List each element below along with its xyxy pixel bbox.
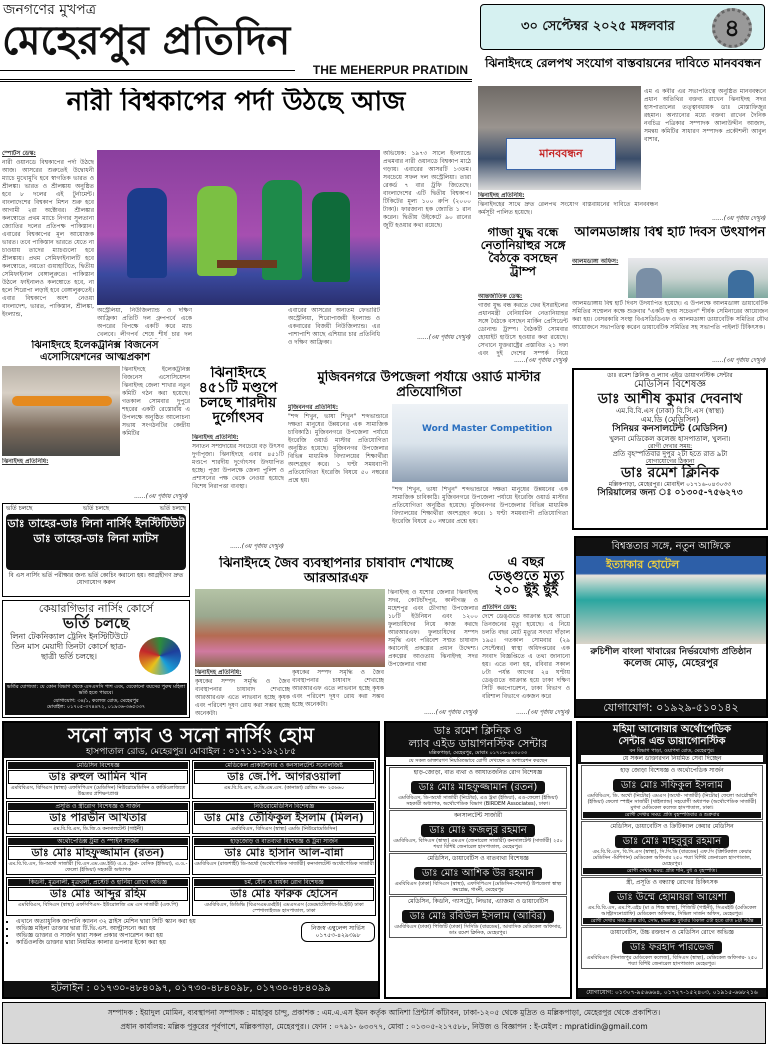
newspaper-title: মেহেরপুর প্রতিদিন — [2, 18, 291, 64]
article-text: ঝিনাইদহ ও যশোর জেলার ঝিনাইদহ সদর, কোটচাঁদপুর, কালীগঞ্জ ও মহেশপুর এবং চৌগাছা উপজেলার ১৮টি ইউনিয়ন এবং ১২০০ ফুলচাষিদের নিয়ে কাজ করছে আরআরএফ। ফুলচাষিদের সম্পদ সমৃদ্ধি এবং পরিবেশ সম্মত চাষাবাদ করানোই প্রকল্পের প্রধান উদ্দেশ্য। প্রকল্পের আওতায় ঝিনাইদহ সদর উপজেলার গান্না — [388, 589, 478, 668]
organic-farming-photo — [195, 589, 385, 667]
doctor-specialty: ডায়াবেটিস, উচ্চ রক্তচাপ ও মেডিসিন রোগে অভিজ্ঞ — [610, 929, 734, 936]
doctor-name: ডাঃ মোঃ আশিক উর রহমান — [414, 867, 542, 880]
ad-address: হাসপাতাল রোড, মেহেরপুর। মোবাইল : ০১৭১১-১৯২১৮৫ — [85, 747, 297, 757]
organic-farming-headline: ঝিনাইদহে জৈব ব্যবস্থাপনার চাষাবাদ শেখাচ্ছে আরআরএফ — [219, 556, 453, 586]
course-body: লিনা টেকনিক্যাল ট্রেনিং ইনস্টিটিউটে তিন মাস মেয়াদী তিনটা কোর্সে ছাত্র-ছাত্রী ভর্তি চলছে। — [10, 632, 128, 661]
gaza-article — [478, 293, 568, 357]
clinic-address: মল্লিকপাড়া, মেহেরপুর। মোবাইল ০১৭১৬-০৪৩০৩৩ — [608, 481, 732, 488]
ramesh-lab-aid-ad — [384, 721, 572, 999]
article-text: অস্ট্রেলিয়া, নিউজিল্যান্ড ও দক্ষিণ আফ্রিকা প্রতিটি দল গ্রুপপর্বে একে অপরের বিপক্ষে একটি করে ম্যাচ খেলবে। লীগপর্ব শেষে শীর্ষ চার দল — [97, 307, 192, 338]
doctor-degrees: এমবিবিএস, বিসিএস (স্বাস্থ্য) এফসিপিএস- ইউরোলজি এম এস সার্জারী (এফ.পি) — [17, 902, 179, 908]
article-text: এবারের আসরের অন্যতম ফেভারিট অস্ট্রেলিয়া, শিরোপাজয়ী ইংল্যান্ড ও একবারের বিজয়ী নিউজিল্যান্ড। এর পাশাপাশি আছে এশিয়ার চার প্রতিনিধি ও দক্ষিণ আফ্রিকা। — [288, 307, 380, 346]
doctor-card — [389, 896, 567, 938]
doctor-name: ডাঃ মোঃ হাসান আল-বান্না — [194, 846, 374, 860]
article-text: ঝিনাইদহের সাথে দ্রুত রেলপথ সংযোগ বাস্তবায়নের দাবিতে মানববন্ধন কর্মসূচী পালিত হয়েছে। — [478, 201, 658, 216]
ad-header — [4, 723, 378, 758]
byline: আলমডাঙ্গা অফিস: — [572, 258, 619, 265]
continued-note: ......(৩য় পৃষ্ঠায় দেখুন) — [712, 357, 766, 364]
institute-name: ডাঃ তাহের-ডাঃ লিনা নার্সিং ইনস্টিটিউট — [7, 517, 185, 530]
tagline: জনগণের মুখপত্র — [3, 2, 97, 18]
doctor-specialty: প্রসূতি ও স্ত্রীরোগ বিশেষজ্ঞ ও সার্জন — [8, 803, 188, 810]
service-item: ▪ অভিজ্ঞ ডাক্তার ও সার্জন দ্বারা সকল প্রকার অপারেশন করা হয় — [16, 932, 298, 939]
doctor-grid — [4, 758, 378, 918]
doctor-card — [192, 760, 376, 799]
heart-day-photo — [628, 258, 768, 298]
doctor-name: ডাঃ উম্মে হোমায়রা আয়েশা — [609, 891, 735, 904]
mujibnagar-photo — [392, 404, 568, 482]
admission-label: ভর্তি চলছে — [62, 614, 130, 632]
continued-note: ......(৩য় পৃষ্ঠায় দেখুন) — [514, 357, 568, 364]
hotel-slogan: বিশ্বস্ততার সঙ্গে, নতুন আঙ্গিকে — [576, 538, 766, 556]
banner-text: মানববন্ধন — [539, 147, 583, 160]
organic-column-2 — [292, 669, 384, 717]
continued-note: ......(৩য় পৃষ্ঠায় দেখুন) — [712, 215, 766, 222]
doctor-card — [389, 810, 567, 852]
doctor-name: ডাঃ আশীষ কুমার দেবনাথ — [597, 391, 743, 407]
doctor-degrees: এম.বি.বি.এস, ডি.জি.ও কনসালটেন্ট (গাইনী) — [52, 826, 144, 832]
label: ভর্তি চলছে — [82, 505, 110, 512]
doctor-specialty: মেডিকেল প্রাকটিশনার ও কনসালটেন্ট সনোলজিষ্ট — [194, 762, 374, 769]
byline: মুজিবনগর প্রতিনিধি: — [288, 404, 339, 411]
doctor-specialty: নিউরোমেডিসিন বিশেষজ্ঞ — [194, 803, 374, 810]
doctor-degrees: এমবিবিএস, ডি-অর্থো সার্জারী (নিটোর), এও ট্রমা (ইন্ডিয়া), এও-ফেলো (ইন্ডিয়া) সহকারী অধ্যাপক, অর্থোপেডিক বিভাগ (BIRDEM Associates), ঢাকা। — [398, 795, 558, 807]
label: ভর্তি চলছে — [159, 505, 186, 512]
electronics-byline-block — [2, 458, 118, 468]
doctor-name: ডাঃ মোঃ রবিউল ইসলাম (আবির) — [402, 910, 554, 923]
doctor-name: ডাঃ রুহুল আমিন খান — [8, 770, 188, 784]
time-label: রোগী দেখার সময়: — [647, 443, 693, 450]
english-title: THE MEHERPUR PRATIDIN — [312, 63, 468, 77]
regular-doctors-label: যে সকল ডাক্তারগন নিয়মিত সেবা দিচ্ছেন — [581, 755, 763, 762]
hotel-tagline: রুচিশীল বাংলা খাবারের নির্ভরযোগ্য প্রতিষ্ঠান — [590, 647, 752, 657]
imprint-footer — [2, 1002, 766, 1044]
address: যোগাযোগ: ৩৪/১, কলেজ রোড, মেহেরপুর — [53, 698, 139, 704]
doctor-card — [6, 801, 190, 834]
gaza-headline: গাজা যুদ্ধ বন্ধে নেতানিয়াহুর সঙ্গে বৈঠকে বসছেন ট্রাম্প — [480, 226, 566, 278]
article-text: ঝিনাইদহে ইলেকট্রনিক্স বিজনেস এসোসিয়েশন ঝিনাইদহ জেলা শাখার নতুন কমিটি গঠন করা হয়েছে। গতকাল সোমবার দুপুরে শহরের একটি রেস্তোরাঁয় এ উপলক্ষে অনুষ্ঠিত আলোচনা সভায় সংগঠনটির কেন্দ্রীয় কমিটির — [122, 366, 190, 437]
doctor-card — [6, 836, 190, 875]
doctor-degrees: এমবিবিএস, বিসিএস (স্বাস্থ্য) এফসিপিএস (মেডিসিন) নিউরোমেডিসিন ও কার্ডিওলজিতে উচ্চতর প্রশিক্ষণপ্রাপ্ত — [10, 785, 186, 797]
admission-strip — [3, 504, 189, 514]
mobile: মোবাইল: ০১৭০৫-৩৭৪৪৭২, ০১৯৩৬-৩৬৫৩৩৭ — [46, 704, 146, 710]
doctor-card — [6, 877, 190, 916]
byline: আন্তর্জাতিক ডেস্ক: — [478, 293, 523, 300]
article-text: কৃষকের সম্পদ সমৃদ্ধি ও জৈব ব্যবস্থাপনার চাষাবাদ শেখাচ্ছে আরআরএফ এতে লাভবান হচ্ছে কৃষক এবং পরিবেশ দূষণ রোধ করা সম্ভব হচ্ছে অনেকটা। — [292, 669, 384, 708]
doctor-name: ডাঃ মোঃ মাহফুজ্জামান (রতন) — [8, 846, 188, 860]
nursing-institute-ad — [2, 503, 190, 597]
doctor-name: ডাঃ মোঃ তৌফিকুল ইসলাম (মিলন) — [194, 811, 374, 825]
rail-photo — [478, 86, 641, 190]
doctor-card — [581, 765, 763, 820]
ad-note: বি এস নার্সিং ভর্তি পরীক্ষার জন্য ভর্তি কোচিং করানো হয়। আগ্রহীগণ দ্রুত যোগাযোগ করুন — [8, 572, 184, 586]
label: ভর্তি চলছে — [6, 505, 33, 512]
doctor-card — [581, 877, 763, 926]
institute-name: ডাঃ তাহের-ডাঃ লিনা ম্যাটস — [33, 532, 159, 545]
rule — [0, 79, 472, 84]
doctor-card — [6, 760, 190, 799]
doctor-specialty: চর্ম, যৌন ও বার্ধক্য রোগ বিশেষজ্ঞ — [194, 879, 374, 886]
continued-note: ......(৩য় পৃষ্ঠায় দেখুন) — [230, 543, 284, 550]
byline: স্পোর্টস ডেস্ক: — [2, 150, 36, 157]
organic-column-1 — [195, 669, 290, 719]
doctor-name: ডাঃ মোঃ ফারুক হোসেন — [194, 887, 374, 901]
ambulance-box — [301, 922, 375, 942]
doctor-specialty: অর্থোপেডিক্স ট্রমা ও স্পাইন সার্জন — [8, 838, 188, 845]
address-label: যোগাযোগের ঠিকানা — [645, 458, 695, 465]
doctor-card — [389, 767, 567, 809]
doctor-card — [192, 877, 376, 916]
lead-column-3 — [288, 307, 380, 365]
doctor-name: ডাঃ পারভীন আখতার — [8, 811, 188, 825]
service-item: ▪ কার্ডিওলজি ডাক্তার দ্বারা নিয়মিত কালার ডপলার ইকো করা হয় — [16, 939, 298, 946]
article-text: কৃষকের সম্পদ সমৃদ্ধি ও জৈব ব্যবস্থাপনার চাষাবাদ শেখাচ্ছে আরআরএফ এতে লাভবান হচ্ছে কৃষক এবং পরিবেশ দূষণ রোধ করা সম্ভব হচ্ছে অনেকটা। — [195, 678, 290, 717]
doctor-specialty: কিডনী, মূত্রনালী, মূত্রথলী, প্রস্টেট ও হার্নিয়া রোগে অভিজ্ঞ — [8, 879, 188, 886]
time: প্রতি বৃহস্পতিবার দুপুর ২টা হতে রাত ৯টা — [612, 450, 728, 458]
ad-contact: যোগাযোগ: ০১৩০৭-৯৫৬৬৬৪, ০১৭২৭-১৫২৪০৩, ০১৯১৫-৬৬৮২১৬ — [578, 988, 766, 997]
doctor-specialty: কনসালটেন্ট সার্জারী — [453, 812, 503, 819]
doctor-name: ডাঃ মোঃ সফিকুল ইসলাম — [613, 779, 731, 792]
rail-column-2 — [478, 192, 658, 224]
serial-phone: সিরিয়ালের জন্য ঃ ০১৩০৫-৭৫৬২৭৩ — [597, 488, 743, 498]
article-text: আলমডাঙ্গায় বিশ্ব হার্ট দিবস উদযাপিত হয়েছে। এ উপলক্ষে আলমডাঙ্গা ডায়াবেটিক সমিতির সম্মেলন কক্ষে শুক্রবার "একটি হৃদয় সচেতন" শীর্ষক সেমিনারের আয়োজন করা হয়। বেসরকারি সংস্থা বিএসডিডিএফ ও আলমডাঙ্গা ডায়াবেটিক সমিতির যৌথ আয়োজনে সভাপতিত্ব করেন ডায়াবেটিক সমিতির সহ সভাপতি পাইলট টিকিৎসক। — [572, 300, 768, 331]
ambulance-phone: ০১৭৫৩-৪২৯৩৯৮ — [315, 932, 361, 939]
mujibnagar-article-2 — [392, 486, 568, 534]
page-number-badge: ৪ — [712, 8, 752, 48]
doctor-degrees: এমবিবিএস, বিসিএস (স্বাস্থ্য) এমএস (জেনারেল সার্জারী) কনসালটেন্ট (সার্জারী) ২৫০ শয্যা বিশিষ্ট জেনারেল হাসপাতাল, মেহেরপুর। — [393, 838, 563, 850]
rail-column-1 — [644, 88, 766, 214]
article-text: "শব্দ শিখুন, ভাষা শিখুন" শব্দভান্ডারে দক্ষতা মানুষের উন্নয়নের এক সামাজিক চাবিকাঠি। মুজিবনগরে উপজেলা পর্যায়ে ইংরেজি ওয়ার্ড মাস্টার প্রতিযোগিতা অনুষ্ঠিত হয়েছে। মুজিবনগর উপজেলার বিভিন্ন মাধ্যমিক বিদ্যালয়ের শিক্ষার্থীরা অংশগ্রহণ করে। ১ ঘণ্টা সময়ব্যাপী প্রতিযোগিতা ইংরেজি বিষয়ে ৫০ নম্বরের প্রশ্নে হয়। — [288, 413, 388, 484]
rail-headline: ঝিনাইদহে রেলপথ সংযোগ বাস্তবায়নের দাবিতে মানববন্ধন — [485, 56, 761, 70]
ad-title: ল্যাব এইড ডায়াগনস্টিক সেন্টার — [408, 737, 548, 750]
ad-header — [386, 723, 570, 757]
article-text: নারী ওয়ানডে বিশ্বকাপের পর্দা উঠছে আজ। আসরের শুরুতেই উদ্বোধনী ম্যাচে মুখোমুখি হবে স্বাগতিক ভারত ও শ্রীলঙ্কা। ভারত ও শ্রীলঙ্কায় অনুষ্ঠিত হবে ৮ দলের এই টুর্নামেন্ট। বাংলাদেশের বিশ্বকাপ মিশন শুরু হবে আগামী ২রা অক্টোবর। শ্রীলঙ্কার কলম্বোতে প্রথম ম্যাচে নিগার সুলতানা জ্যোতির দলের প্রতিপক্ষ পাকিস্তান। এবারের বিশ্বকাপের মূল আয়োজক ভারত। তবে পাকিস্তান ভারতে যেতে না চাওয়ায় তাদের ম্যাচগুলো হবে শ্রীলঙ্কায়। প্রথম সেমিফাইনালটি হবে কলম্বোতে, নয়তো গুয়াহাটিতে, দ্বিতীয় সেমিফাইনাল বেঙ্গালুরুতে। পাকিস্তান উঠলে ফাইনালও কলম্বোতে হবে, না হলে শিরোপা লড়াই হবে বেঙ্গালুরুতেই। এবার বিশ্বকাপে অংশ নেওয়া বাংলাদেশ, ভারত, পাকিস্তান, শ্রীলঙ্কা, ইংল্যান্ড, — [2, 159, 94, 318]
issue-date: ৩০ সেপ্টেম্বর ২০২৫ মঙ্গলবার — [521, 19, 675, 34]
doctor-degree: এম.বি.বি.এস (ঢাকা) বি.সি.এস (স্বাস্থ্য) — [615, 407, 725, 415]
doctor-specialty: হাড় জোড়া বিশেষজ্ঞ ও অর্থোপেডিক সার্জন — [620, 767, 724, 774]
article-text: "শব্দ শিখুন, ভাষা শিখুন" শব্দভান্ডারে দক্ষতা মানুষের উন্নয়নের এক সামাজিক চাবিকাঠি। মুজিবনগরে উপজেলা পর্যায়ে ইংরেজি ওয়ার্ড মাস্টার প্রতিযোগিতা অনুষ্ঠিত হয়েছে। মুজিবনগর উপজেলার বিভিন্ন মাধ্যমিক বিদ্যালয়ের শিক্ষার্থীরা অংশগ্রহণ করে। ১ ঘণ্টা সময়ব্যাপী প্রতিযোগিতা ইংরেজি বিষয়ে ৫০ নম্বরের প্রশ্নে হয়। — [392, 486, 568, 525]
masthead — [0, 0, 472, 88]
ramesh-clinic-ad — [572, 368, 768, 530]
article-text: অভিষেক: ১৯৭৩ সালে ইংল্যান্ডে প্রথমবার নারী ওয়ানডে বিশ্বকাপ মাঠে গড়ায়। এবারের আসরটি ১৩তম। সবচেয়ে সফল দল অস্ট্রেলিয়া। তারা রেকর্ড ৭ বার ট্রফি জিতেছে। বাংলাদেশের এটি দ্বিতীয় বিশ্বকাপ। টিকিটের মূল্য ১০০ রুপি (২০০০ টাকা)। ফারজানা হক জ্যোতি ১ রান করেন। দ্বিতীয় উইকেটে ৯০ রানের জুটি হওয়ার কথা রয়েছে। — [383, 150, 471, 229]
electronics-article — [122, 366, 190, 492]
photo-banner: Word Master Competition — [422, 424, 553, 434]
byline: ঝিনাইদহ প্রতিনিধি: — [195, 669, 242, 676]
lead-headline: নারী বিশ্বকাপের পর্দা উঠছে আজ — [66, 88, 406, 117]
durga-headline: ঝিনাইদহে ৪৫১টি মণ্ডপে চলছে শারদীয় দুর্গোৎসব — [198, 366, 278, 426]
hotel-contact: যোগাযোগ: ০১৯২৯-৫১০১৪২ — [576, 699, 766, 716]
services-list — [7, 918, 298, 946]
byline: ঝিনাইদহ প্রতিনিধি: — [192, 434, 239, 441]
doctor-name: ডাঃ মোঃ মাহফুজ্জামান (রতন) — [411, 781, 546, 794]
hospital: খুলনা মেডিকেল কলেজ হাসপাতাল, খুলনা। — [609, 435, 731, 443]
visiting-time: রোগী দেখার সময়: প্রতি বৃহস্পতিবার ও শুক্রবার — [583, 812, 761, 818]
doctor-degrees: এম.বি.বি.এস, ডি-অর্থো সার্জারী (বি.এস.এম.এম.ইউ) এ.ও. ট্রমা- বেসিক (ইন্ডিয়া), এ.ও.- ফেলো (ইন্ডিয়া) সহকারী অধ্যাপক — [8, 861, 188, 873]
doctor-specialty: হাড়জোড় ও বাতব্যথা বিশেষজ্ঞ ও ট্রমা সার্জন — [194, 838, 374, 845]
institute-logo — [139, 637, 181, 675]
mujibnagar-headline: মুজিবনগরে উপজেলা পর্যায়ে ওয়ার্ড মাস্টার প্রতিযোগিতা — [317, 370, 541, 400]
lead-column-4 — [383, 150, 471, 332]
continued-note: ......(৩য় পৃষ্ঠায় দেখুন) — [516, 709, 570, 716]
heart-day-headline: আলমডাঙ্গায় বিশ্ব হার্ট দিবস উৎযাপন — [574, 226, 766, 240]
doctor-card — [192, 801, 376, 834]
doctor-degrees: এমবিবিএস, বিসিএস (স্বাস্থ্য) এমডি (নিউরোমেডিসিন) — [230, 826, 338, 832]
continued-note: ......(৩য় পৃষ্ঠায় দেখুন) — [134, 493, 188, 500]
imprint-line: প্রধান কার্যালয়: মল্লিক পুকুরের পূর্বপাশে, মল্লিকপাড়া, মেহেরপুর।। ফোন : ০৭৯১- ৬৩৩৭৭, মোবা : ০১৩০৫-২১৭৫৮৮, নিউজ ও বিজ্ঞাপন : ই-মেইল : mpratidin@gmail.com — [120, 1022, 648, 1031]
electronics-headline: ঝিনাইদহে ইলেকট্রনিক্স বিজনেস এসোসিয়েশনের আত্মপ্রকাশ — [31, 340, 159, 363]
article-text: এম এ কবীর এর সভাপতিত্বে অনুষ্ঠিত মানববন্ধনে প্রধান অতিথির বক্তব্য রাখেন ঝিনাইদহ সদর হাসপাতালের তত্ত্বাবধায়ক ডাঃ মোস্তাফিজুর রহমান। অন্যান্যের মধ্যে বক্তব্য রাখেন দৈনিক নবচিত্র পত্রিকার সম্পাদক আলাউদ্দীন আজাদ, সমন্বয় কমিটির সাধারণ সম্পাদক প্রকৌশলী আবুল বাশার, — [644, 88, 766, 143]
doctor-degrees: এমবিবিএস, ডি. অর্থো (নিটোর) এমএস (অর্থো- সার্জারী) (নিটোর) ফেলো আর্থ্রোস্কপি (ইন্ডিয়া) ফেলো স্পাইন সার্জারী (থাইল্যান্ড) সহযোগী অধ্যাপক (অর্থোপেডিক সার্জারী) মুগদা মেডিকেল কলেজ হাসপাতাল, ঢাকা। — [587, 793, 757, 811]
contact-strip — [5, 683, 187, 715]
doctor-degrees: এম.বি.বি.এস, বি.সি.এস (স্বাস্থ্য), সি.সি.ডি (বারডেম) এফ.সি (ক্রিটিক্যাল কেয়ার মেডিসিন -মিশিগান) মেডিকেল অফিসার ২৫০ শয্যা বিশিষ্ট জেনারেল হাসপাতাল, মেহেরপুর। — [592, 849, 752, 867]
doctor-name: ডাঃ জে.পি. আগরওয়ালা — [194, 770, 374, 784]
article-text: গাজা যুদ্ধ বন্ধ করতে ফের ইসরাইলের প্রধানমন্ত্রী বেনিয়ামিন নেতানিয়াহুর সঙ্গে বৈঠকে বসছেন মার্কিন প্রেসিডেন্ট ডোনাল্ড ট্রাম্প। বৈঠকটি সোমবার হোয়াইট হাউসে হওয়ার কথা রয়েছে। সেখানে যুক্তরাষ্ট্রের প্রস্তাবিত ২১ দফা এবং দুই দেশের সম্পর্ক নিয়ে — [478, 302, 568, 357]
doctor-specialty: হাড়-জোড়া, বাত ব্যথা ও আঘাতজনিত রোগ বিশেষজ্ঞ — [413, 769, 543, 776]
hotel-ad — [574, 536, 768, 718]
dengue-article — [482, 604, 570, 708]
lead-photo — [97, 150, 380, 305]
doctor-degrees: এমবিবিএস (ঢাকা) পিজিটি (ঢাকা) সিসিডি (বারডেম), আবাসিক মেডিকেল অফিসার, ডাঃ রমেশ ক্লিনিক, মেহেরপুর। — [394, 924, 562, 936]
byline: ঝিনাইদহ প্রতিনিধি: — [2, 458, 49, 465]
doctor-degrees: এমবিবিএস, ডিডিভি (বিএসএমএমইউ) এমএসএস (ডেরমাটোলজি-ডি.ইউ) ঢাকা স্পেশালাইজড হাসপাতাল, ঢাকা — [204, 902, 364, 914]
doctor-degrees: এমবিবিএস (ঢাকা) বিসিএস (স্বাস্থ্য), এফসিপিএস (মেডিসিন-শেষপর্ব) উপজেলা স্বাস্থ্য কমপ্লেক্স, গাংনী, মেহেরপুর — [394, 881, 562, 893]
visiting-time: রোগী দেখার সময়: প্রতি শনি, বুধ ও বৃহস্পতি। — [583, 868, 761, 874]
heart-article — [572, 300, 768, 357]
doctor-degrees: এমবিবিএস (রাজশাহী) ডি-অর্থো (অর্থোপেডিক সার্জারী) কনসালটেন্ট অর্থোপেডিক সার্জারী — [194, 861, 374, 867]
sono-nursing-home-ad — [2, 721, 380, 999]
byline: প্রতিদিন ডেস্ক: — [482, 604, 517, 611]
institute-box — [6, 514, 186, 570]
caregiver-course-ad — [2, 600, 190, 718]
doctor-name: ডাঃ মোঃ ফজলুর রহমান — [421, 824, 534, 837]
hotline: হটলাইন : ০১৭৩০-৪৮৪০৯৭, ০১৭৩০-৪৮৪০৯৮, ০১৭৩০-৪৮৪০৯৯ — [4, 981, 378, 997]
ambulance-label: নিজস্ব এম্বুলেন্স সার্ভিস — [311, 925, 365, 932]
ad-title: সেন্টার এন্ড ডায়াগোনস্টিক — [618, 736, 726, 747]
ad-title: সনো ল্যাব ও সনো নার্সিং হোম — [68, 723, 314, 747]
date-banner — [480, 4, 765, 50]
lead-column-1 — [2, 150, 94, 332]
doctor-specialty: মেডিসিন, ডায়াবেটিস ও বাতব্যথা বিশেষজ্ঞ — [427, 855, 529, 862]
heart-byline-block — [572, 258, 626, 298]
lead-column-2 — [97, 307, 192, 339]
service-item: ▪ অভিজ্ঞ মহিলা ডাক্তার দ্বারা টি.ভি.এস. আল্ট্রাসনো করা হয় — [16, 925, 298, 932]
doctor-specialty: মেডিসিন বিশেষজ্ঞ — [8, 762, 188, 769]
hotel-location: কলেজ মোড়, মেহেরপুর — [623, 658, 719, 669]
doctor-card — [581, 927, 763, 969]
ad-specialty: মেডিসিন বিশেষজ্ঞ — [634, 379, 706, 390]
continued-note: ......(৩য় পৃষ্ঠায় দেখুন) — [424, 709, 478, 716]
ad-address: বন বিভাগ পাড়া, ওয়াপদা রোড, মেহেরপুর। — [629, 748, 715, 754]
doctor-position: সিনিয়র কনসালটেন্ট (মেডিসিন) — [612, 424, 728, 434]
ad-address: মল্লিকপাড়া, মেহেরপুর, মোবাঃ ০১৭১৬-০৪৩০৩৩ — [428, 750, 528, 756]
doctor-degrees: এম.বি.বি.এস, এ.ডি.এম.এস. (কানাডা) রেজিঃ নং- ২৫৬৬০ — [223, 785, 345, 791]
visiting-time: রোগী দেখার সময় প্রতি রবি, সোম, মঙ্গল ও বুধবার বিকাল ৫টা হতে রাত ৮টা পর্যন্ত — [583, 918, 761, 924]
doctor-card — [192, 836, 376, 875]
doctor-specialty: মেডিসিন, কিডনি, গ্যাসট্রো, লিভার, এ্যাজমা ও ডায়াবেটিস — [407, 898, 549, 905]
doctor-degrees: এমবিবিএস (দিনাজপুর মেডিকেল কলেজ), বিসিএস (স্বাস্থ্য), মেডিকেল অফিসার- ২৫০ শয্যা বিশিষ্ট জেনারেল হাসপাতাল মেহেরপুর। — [586, 955, 758, 967]
clinic-name: ডাঃ রমেশ ক্লিনিক — [620, 465, 720, 481]
doctor-specialty: স্ত্রী, প্রসূতি ও বন্ধ্যাত্ব রোগের চিকিৎসক — [626, 879, 718, 886]
doctor-card — [389, 853, 567, 895]
hotel-sign: ইত্যাকার হোটেল — [606, 558, 680, 571]
continued-note: ......(৩য় পৃষ্ঠায় দেখুন) — [417, 334, 471, 341]
ad-title: ডাঃ রমেশ ক্লিনিক ও — [434, 724, 522, 737]
durga-article — [192, 434, 284, 540]
doctor-name: ডাঃ মোঃ মাহবুবুর রহমান — [615, 835, 729, 848]
byline: ঝিনাইদহ প্রতিনিধি: — [478, 192, 525, 199]
mohima-orthopedic-ad — [576, 721, 768, 999]
mujibnagar-article — [288, 404, 388, 552]
article-text: দেশে ডেঙ্গুতে আক্রান্ত হয়ে আরো তিনজনের মৃত্যু হয়েছে। এ নিয়ে চলতি বছর মোট মৃত্যুর সংখ্যা দাঁড়াল ১৯৫। গতকাল সোমবার (২৯ সেপ্টেম্বর) স্বাস্থ্য অধিদপ্তরের এক সংবাদ বিজ্ঞপ্তিতে এ তথ্য জানানো হয়। এতে বলা হয়, রবিবার সকাল ৮টা পর্যন্ত আগের ২৪ ঘণ্টায় ডেঙ্গুতে আক্রান্ত হয়ে ঢাকা দক্ষিণ সিটি করপোরেশন, ঢাকা বিভাগ ও বরিশাল বিভাগে একজন করে — [482, 613, 570, 700]
ad-header — [578, 723, 766, 764]
eligibility: ভর্তির যোগ্যতা: যে কোন বিভাগ থেকে এসএসসি পাশ এবং, যেকোনো বয়সের পুরুষ মহিলা ভর্তি হতে পারবে। — [6, 684, 186, 696]
service-item: ▪ এখানে অত্যাধুনিক জাপানি ক্যানন ৩২ স্লাইস মেশিন দ্বারা সিটি স্ক্যান করা হয় — [16, 918, 298, 925]
doctor-name: ডাঃ মোঃ আব্দুর রহিম — [8, 887, 188, 901]
dengue-headline: এ বছর ডেঙ্গুতে মৃত্যু ২০০ ছুঁই ছুঁই — [487, 556, 565, 598]
ad-title: মহিমা আনোয়ার অর্থোপেডিক — [612, 724, 731, 735]
regular-doctors-label: যে সকল ডাক্তারগণ নিয়মিতভাবে রোগী দেখছেন ও অপারেশন করছেন — [386, 757, 570, 766]
doctor-list — [578, 765, 766, 969]
hotel-photo — [576, 556, 766, 644]
course-title: কেয়ারগিভার নার্সিং কোর্সে — [38, 602, 154, 615]
rule — [0, 70, 295, 71]
imprint-line: সম্পাদক : ইয়াদুল মোমিন, ব্যবস্থাপনা সম্পাদক : মাহাবুব চান্দু, প্রকাশক : এম.এ.এস ইমন কর্তৃক আনিশা প্রিন্টার্স কাঁটাবন, ঢাকা-১২০৫ থেকে মুদ্রিত ও মল্লিকপাড়া, মেহেরপুর থেকে প্রকাশিত। — [107, 1008, 661, 1017]
ad-header: ডাঃ রমেশ ক্লিনিক ও ল্যাব এইড ডায়াগনস্টিক সেন্টার — [607, 372, 733, 379]
article-text: সনাতন সম্প্রদায়ের সবচেয়ে বড় উৎসব দুর্গাপূজা। ঝিনাইদহে এবার ৪৫১টি মণ্ডপে শারদীয় দুর্গোৎসব উদযাপিত হচ্ছে। পূজা উপলক্ষে জেলা পুলিশ ও প্রশাসনের পক্ষ থেকে নেওয়া হয়েছে বিশেষ নিরাপত্তা ব্যবস্থা। — [192, 443, 284, 490]
doctor-specialty: মেডিসিন, ডায়াবেটিস ও ক্রিটিক্যাল কেয়ার মেডিসিন — [610, 823, 734, 830]
doctor-degree: এম.ডি (মেডিসিন) — [640, 415, 700, 424]
electronics-photo — [2, 366, 120, 456]
doctor-card — [581, 821, 763, 876]
doctor-name: ডাঃ ফরহাদ পারভেজ — [622, 941, 722, 954]
organic-column-3 — [388, 589, 478, 707]
doctor-degrees: এম.বি.বি.এস, এম.পি.এইচ (মা ও শিশু স্বাস্থ্য), পিজিটি (গাইনী), সিএমইউ (মেডিকেল আল্ট্রাসনোগ্রাফি) মেডিকেল অফিসার, সিভিল সার্জন অফিস, মেহেরপুর। — [587, 905, 757, 917]
doctor-list — [386, 767, 570, 938]
services-row — [4, 918, 378, 946]
